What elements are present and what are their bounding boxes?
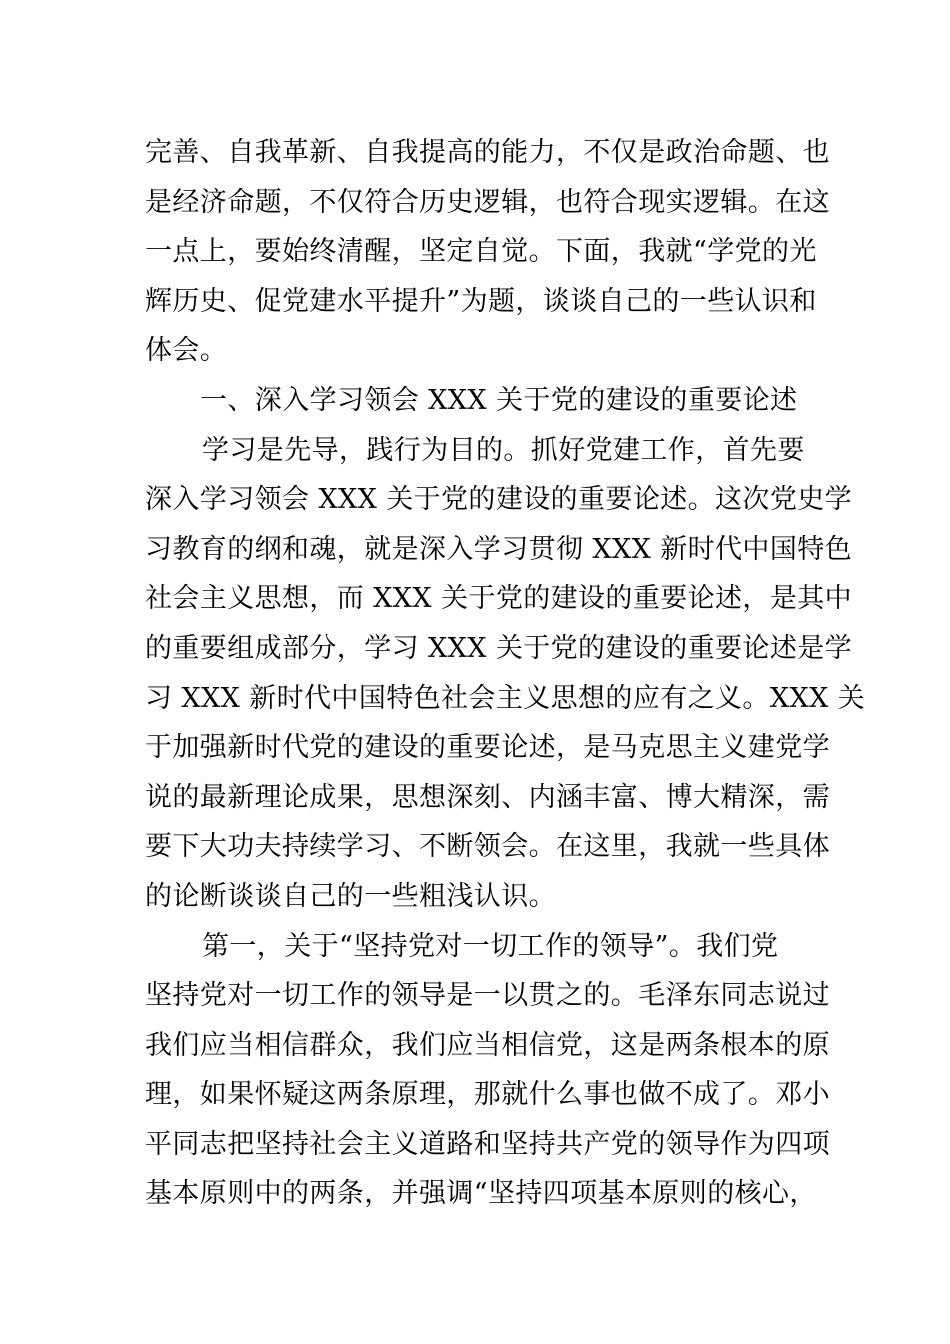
section-heading: 一、深入学习领会 XXX 关于党的建设的重要论述 <box>200 384 798 416</box>
text-line: 一点上，要始终清醒，坚定自觉。下面，我就“学党的光 <box>145 236 817 268</box>
text-line: 的重要组成部分，学习 XXX 关于党的建设的重要论述是学 <box>145 632 853 664</box>
text-line: 体会。 <box>145 335 228 367</box>
text-line: 习 XXX 新时代中国特色社会主义思想的应有之义。XXX 关 <box>145 682 866 714</box>
text-line: 坚持党对一切工作的领导是一以贯之的。毛泽东同志说过 <box>145 980 830 1012</box>
text-line: 基本原则中的两条，并强调“坚持四项基本原则的核心， <box>145 1178 817 1210</box>
text-line: 习教育的纲和魂，就是深入学习贯彻 XXX 新时代中国特色 <box>145 533 853 565</box>
text-line: 学习是先导，践行为目的。抓好党建工作，首先要 <box>202 434 805 466</box>
document-body <box>145 128 866 1219</box>
text-line: 的论断谈谈自己的一些粗浅认识。 <box>145 880 556 912</box>
text-line: 说的最新理论成果，思想深刻、内涵丰富、博大精深，需 <box>145 781 830 813</box>
text-line: 平同志把坚持社会主义道路和坚持共产党的领导作为四项 <box>145 1128 830 1160</box>
text-line: 社会主义思想，而 XXX 关于党的建设的重要论述，是其中 <box>145 583 853 615</box>
text-line: 第一，关于“坚持党对一切工作的领导”。我们党 <box>202 930 779 962</box>
text-line: 是经济命题，不仅符合历史逻辑，也符合现实逻辑。在这 <box>145 186 830 218</box>
text-line: 理，如果怀疑这两条原理，那就什么事也做不成了。邓小 <box>145 1079 830 1111</box>
text-line: 要下大功夫持续学习、不断领会。在这里，我就一些具体 <box>145 831 830 863</box>
text-line: 完善、自我革新、自我提高的能力，不仅是政治命题、也 <box>145 137 830 168</box>
text-line: 辉历史、促党建水平提升”为题，谈谈自己的一些认识和 <box>145 285 817 317</box>
text-line: 我们应当相信群众，我们应当相信党，这是两条根本的原 <box>145 1029 830 1061</box>
text-line: 深入学习领会 XXX 关于党的建设的重要论述。这次党史学 <box>145 484 853 516</box>
text-line: 于加强新时代党的建设的重要论述，是马克思主义建党学 <box>145 732 830 764</box>
